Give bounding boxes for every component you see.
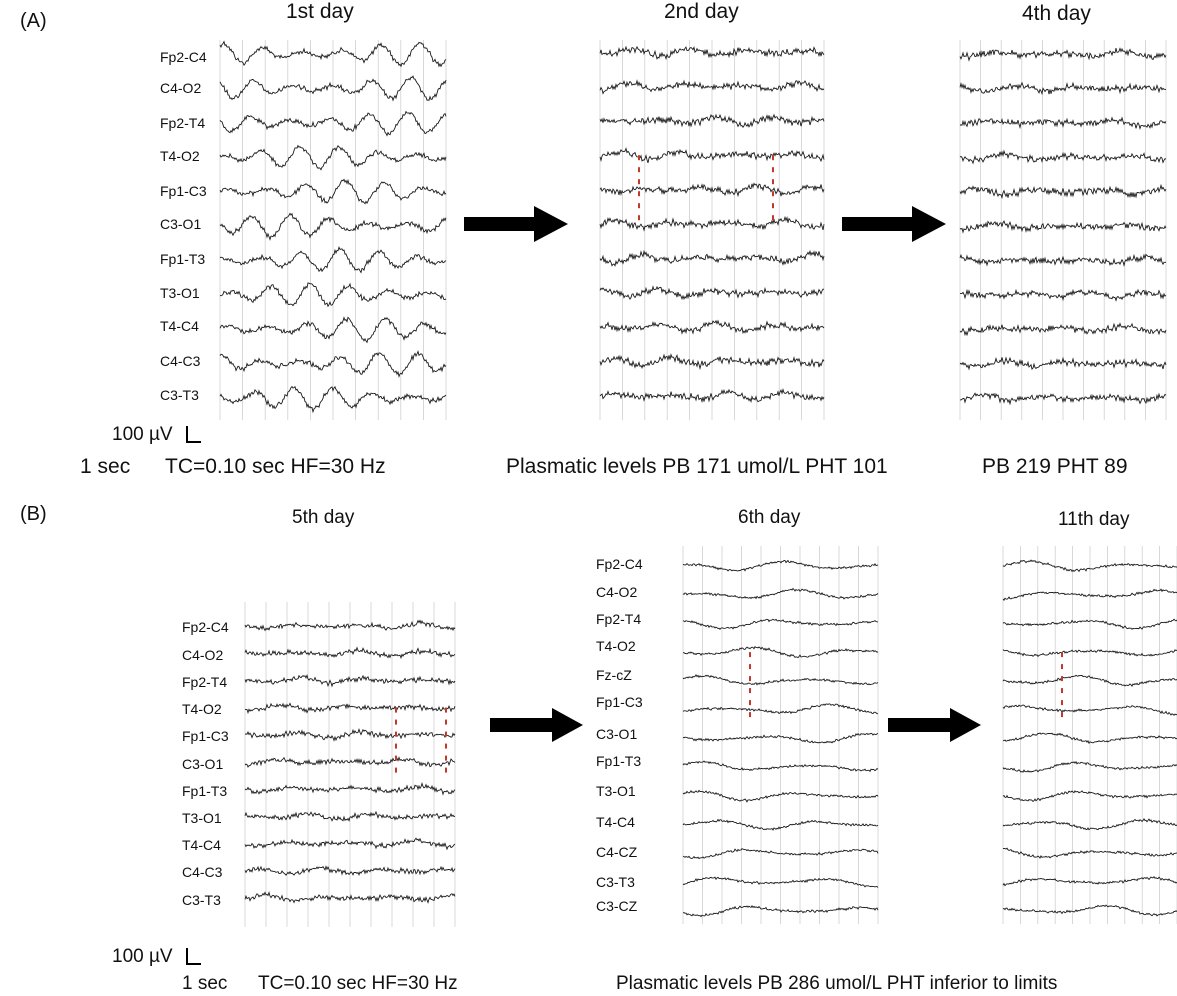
eeg-trace-day11: [1003, 546, 1177, 924]
event-marker: [638, 155, 640, 160]
channel-label: Fp2-T4: [160, 115, 206, 131]
channel-label: C3-O1: [596, 726, 638, 742]
time-scale-label: 1 sec: [80, 455, 131, 478]
plasmatic-levels-day6: Plasmatic levels PB 286 umol/L PHT inferior to limits: [616, 973, 1058, 994]
event-marker: [1061, 652, 1063, 657]
channel-label: C4-O2: [160, 80, 202, 96]
event-marker: [445, 744, 447, 749]
channel-label: Fp1-C3: [182, 728, 229, 744]
event-marker: [749, 652, 751, 657]
arrow-right-icon: [888, 708, 983, 742]
event-marker: [1061, 712, 1063, 717]
title-day-5: 5th day: [292, 507, 355, 528]
channel-label: C3-CZ: [596, 898, 638, 914]
event-marker: [395, 768, 397, 773]
amplitude-scale-label: 100 µV: [112, 424, 173, 445]
plasmatic-levels-day4: PB 219 PHT 89: [982, 455, 1128, 478]
event-marker: [1061, 664, 1063, 669]
event-marker: [1061, 688, 1063, 693]
panel-a-label: (A): [20, 10, 47, 32]
event-marker: [638, 215, 640, 220]
channel-label: T3-O1: [160, 285, 200, 301]
event-marker: [749, 664, 751, 669]
event-marker: [638, 191, 640, 196]
arrow-right-icon: [490, 708, 585, 742]
event-marker: [749, 688, 751, 693]
channel-label: Fp1-T3: [596, 753, 642, 769]
channel-label: C3-T3: [182, 892, 221, 908]
channel-label: Fp2-T4: [182, 674, 228, 690]
channel-label: T4-C4: [596, 814, 635, 830]
event-marker: [772, 215, 774, 220]
arrow-right-icon: [842, 206, 948, 242]
event-marker: [749, 712, 751, 717]
channel-label: C3-T3: [160, 387, 199, 403]
event-marker: [749, 676, 751, 681]
title-day-6: 6th day: [738, 507, 801, 528]
channel-label: Fp2-C4: [160, 49, 207, 65]
event-marker: [395, 756, 397, 761]
event-marker: [638, 179, 640, 184]
channel-label: Fp1-T3: [160, 251, 206, 267]
eeg-trace-day4: [960, 40, 1166, 420]
scale-bar-icon: [185, 948, 203, 968]
title-day-1: 1st day: [286, 0, 354, 23]
channel-label: T3-O1: [596, 783, 636, 799]
title-day-11: 11th day: [1058, 509, 1130, 530]
panel-b-label: (B): [20, 503, 47, 525]
title-day-2: 2nd day: [664, 0, 739, 23]
channel-label: Fz-cZ: [596, 667, 632, 683]
channel-label: Fp1-C3: [160, 183, 207, 199]
channel-label: C4-CZ: [596, 844, 638, 860]
channel-label: C3-O1: [182, 756, 224, 772]
channel-label: Fp1-C3: [596, 694, 643, 710]
recording-settings: TC=0.10 sec HF=30 Hz: [258, 973, 458, 994]
event-marker: [395, 720, 397, 725]
event-marker: [1061, 676, 1063, 681]
event-marker: [638, 203, 640, 208]
channel-label: T3-O1: [182, 810, 222, 826]
recording-settings: TC=0.10 sec HF=30 Hz: [165, 455, 386, 478]
eeg-trace-day1: [220, 40, 446, 420]
channel-label: Fp2-T4: [596, 611, 642, 627]
channel-label: C3-T3: [596, 874, 635, 890]
channel-label: T4-O2: [160, 148, 200, 164]
event-marker: [445, 756, 447, 761]
channel-label: Fp1-T3: [182, 783, 228, 799]
channel-label: C3-O1: [160, 216, 202, 232]
scale-bar-icon: [185, 426, 203, 446]
channel-label: C4-O2: [182, 647, 224, 663]
event-marker: [772, 203, 774, 208]
channel-label: C4-C3: [182, 864, 223, 880]
channel-label: Fp2-C4: [596, 556, 643, 572]
eeg-trace-day2: [600, 40, 824, 420]
event-marker: [395, 744, 397, 749]
channel-label: Fp2-C4: [182, 619, 229, 635]
event-marker: [638, 167, 640, 172]
plasmatic-levels-day2: Plasmatic levels PB 171 umol/L PHT 101: [506, 455, 888, 478]
channel-label: T4-C4: [160, 318, 199, 334]
amplitude-scale-label: 100 µV: [112, 946, 173, 967]
channel-label: C4-O2: [596, 584, 638, 600]
event-marker: [395, 708, 397, 713]
time-scale-label: 1 sec: [182, 973, 228, 994]
event-marker: [445, 708, 447, 713]
event-marker: [395, 732, 397, 737]
eeg-trace-day5: [245, 602, 455, 927]
event-marker: [749, 700, 751, 705]
event-marker: [772, 179, 774, 184]
title-day-4: 4th day: [1022, 2, 1091, 25]
eeg-trace-day6: [683, 546, 878, 924]
event-marker: [445, 720, 447, 725]
event-marker: [772, 155, 774, 160]
event-marker: [445, 768, 447, 773]
channel-label: T4-C4: [182, 837, 221, 853]
arrow-right-icon: [464, 206, 570, 242]
event-marker: [445, 732, 447, 737]
channel-label: T4-O2: [596, 638, 636, 654]
event-marker: [1061, 700, 1063, 705]
channel-label: T4-O2: [182, 701, 222, 717]
event-marker: [772, 191, 774, 196]
channel-label: C4-C3: [160, 353, 201, 369]
event-marker: [772, 167, 774, 172]
